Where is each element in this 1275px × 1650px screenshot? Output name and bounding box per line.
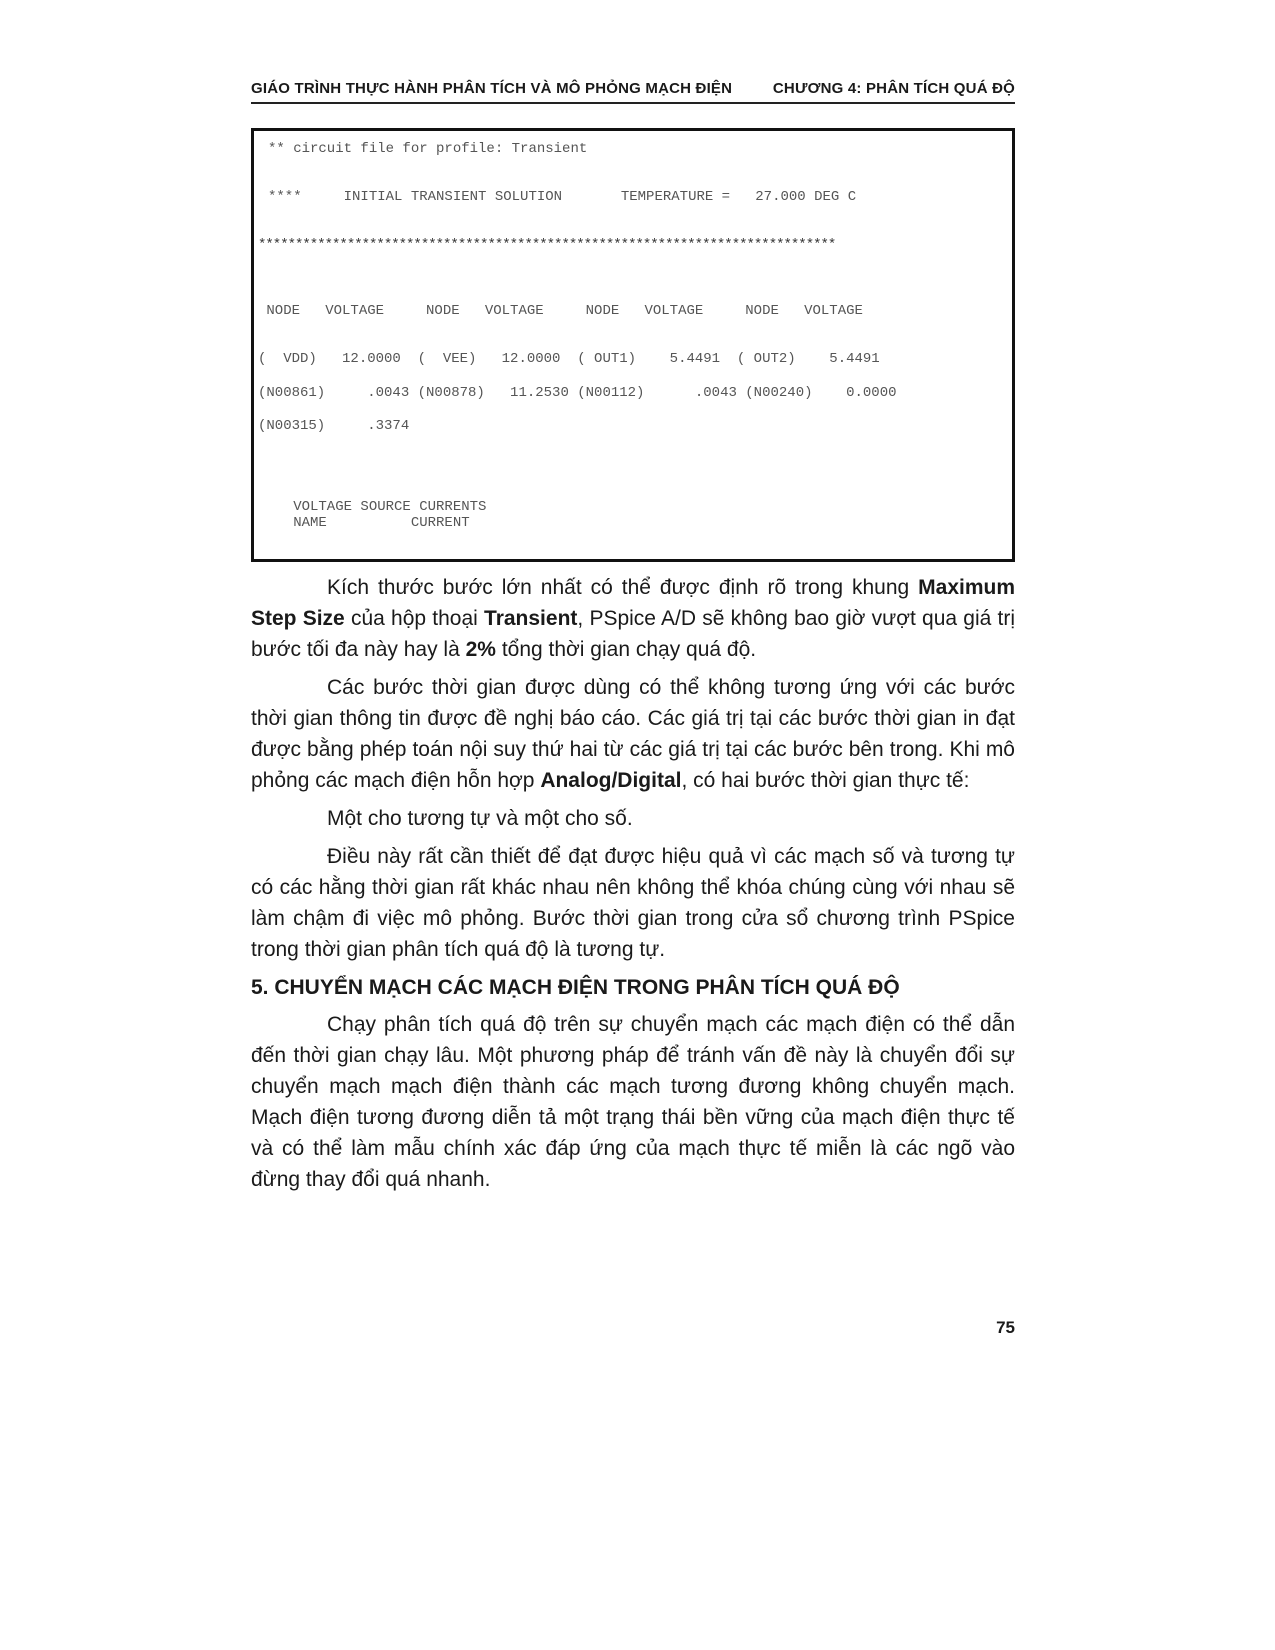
text-run: Các bước thời gian được dùng có thể không tương ứng với các bước thời gian thông tin được đề nghị báo cáo. Các giá trị tại các bước thời gian in đạt được bằng phép toán nội suy thứ hai từ các giá trị tại các bước bên trong. Khi mô phỏng các mạch điện hỗn hợp <box>251 676 1015 792</box>
paragraph: Một cho tương tự và một cho số. <box>327 807 633 830</box>
output-voltage-source-columns: NAME CURRENT <box>268 515 470 531</box>
section-heading: 5. CHUYỂN MẠCH CÁC MẠCH ĐIỆN TRONG PHÂN TÍCH QUÁ ĐỘ <box>251 976 900 999</box>
output-line-title: **** INITIAL TRANSIENT SOLUTION TEMPERATURE = 27.000 DEG C <box>268 189 857 205</box>
output-line-stars: ****************************************************************************** <box>258 237 836 253</box>
simulation-output-box <box>251 128 1015 562</box>
paragraph: Điều này rất cần thiết để đạt được hiệu quả vì các mạch số và tương tự có các hằng thời gian rất khác nhau nên không thể khóa chúng cùng với nhau sẽ làm chậm đi việc mô phỏng. Bước thời gian trong cửa sổ chương trình PSpice trong thời gian phân tích quá độ là tương tự. <box>251 845 1015 961</box>
output-voltage-source-title: VOLTAGE SOURCE CURRENTS <box>268 499 487 515</box>
text-run: Kích thước bước lớn nhất có thể được định rõ trong khung <box>327 576 919 599</box>
text-run: tổng thời gian chạy quá độ. <box>495 638 757 661</box>
output-column-header: NODE VOLTAGE NODE VOLTAGE NODE VOLTAGE NODE VOLTAGE <box>258 303 863 319</box>
output-row: (N00861) .0043 (N00878) 11.2530 (N00112) .0043 (N00240) 0.0000 <box>258 385 897 401</box>
page-number: 75 <box>996 1318 1015 1337</box>
body-text <box>251 572 1015 1202</box>
header-chapter-title: CHƯƠNG 4: PHÂN TÍCH QUÁ ĐỘ <box>772 80 1015 97</box>
output-row: ( VDD) 12.0000 ( VEE) 12.0000 ( OUT1) 5.4491 ( OUT2) 5.4491 <box>258 351 880 367</box>
paragraph <box>251 572 1015 665</box>
bold-term: Transient <box>484 607 578 630</box>
bold-term: Maximum Step Size <box>251 576 1015 630</box>
page-header <box>251 78 1015 104</box>
header-book-title: GIÁO TRÌNH THỰC HÀNH PHÂN TÍCH VÀ MÔ PHỎNG MẠCH ĐIỆN <box>251 80 733 97</box>
paragraph: Chạy phân tích quá độ trên sự chuyển mạch các mạch điện có thể dẫn đến thời gian chạy lâu. Một phương pháp để tránh vấn đề này là chuyển đổi sự chuyển mạch mạch điện thành các mạch tương đương không chuyển mạch. Mạch điện tương đương diễn tả một trạng thái bền vững của mạch điện thực tế và có thể làm mẫu chính xác đáp ứng của mạch thực tế miễn là các ngõ vào đừng thay đổi quá nhanh. <box>251 1013 1015 1191</box>
bold-term: 2% <box>465 638 496 661</box>
text-run: , có hai bước thời gian thực tế: <box>681 769 970 792</box>
paragraph <box>251 672 1015 796</box>
bold-term: Analog/Digital <box>540 769 682 792</box>
text-run: của hộp thoại <box>344 607 485 630</box>
text-run: , PSpice A/D sẽ không bao giờ vượt qua giá trị bước tối đa này hay là <box>251 607 1015 661</box>
output-row: (N00315) .3374 <box>258 418 410 434</box>
output-line-profile: ** circuit file for profile: Transient <box>268 141 588 157</box>
